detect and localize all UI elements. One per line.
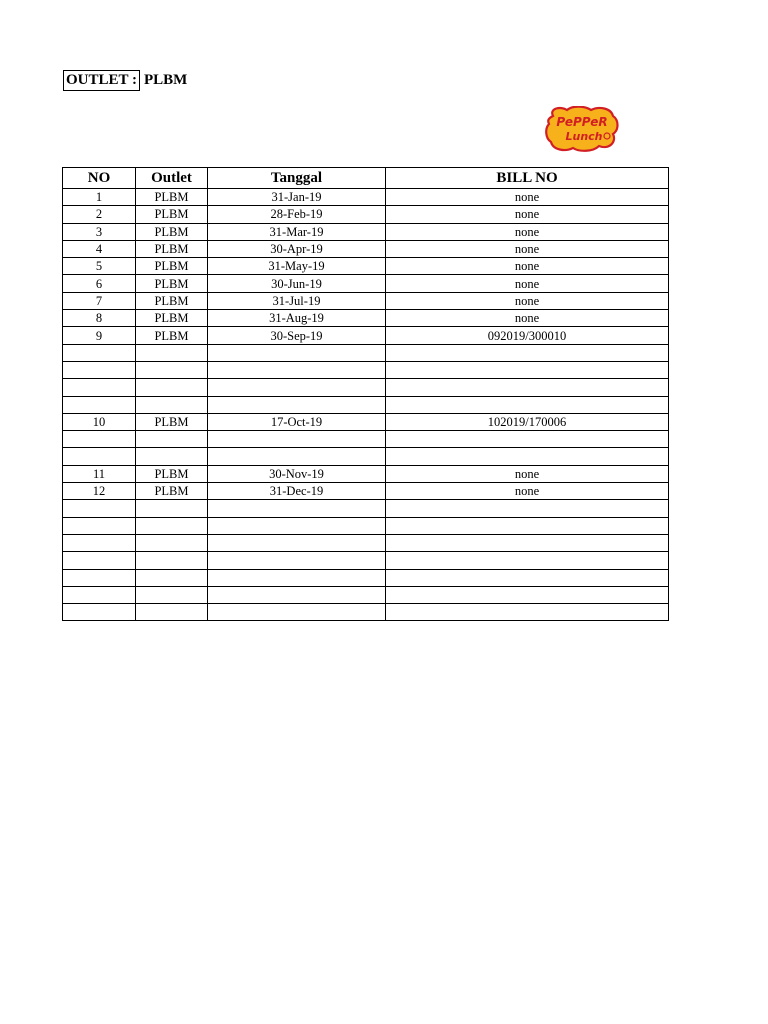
cell-no: 9 [63, 327, 136, 344]
cell-bill-no [386, 569, 669, 586]
table-row [63, 448, 669, 465]
cell-outlet [136, 552, 208, 569]
cell-no: 5 [63, 258, 136, 275]
cell-bill-no [386, 534, 669, 551]
table-row [63, 465, 669, 482]
cell-no [63, 448, 136, 465]
cell-no [63, 379, 136, 396]
cell-bill-no [386, 552, 669, 569]
cell-no [63, 431, 136, 448]
pepper-lunch-logo [545, 106, 619, 152]
cell-outlet: PLBM [136, 275, 208, 292]
cell-outlet: PLBM [136, 292, 208, 309]
cell-no: 7 [63, 292, 136, 309]
outlet-label: OUTLET : [63, 70, 140, 91]
column-header-outlet: Outlet [136, 168, 208, 189]
cell-no [63, 517, 136, 534]
bill-table [62, 167, 669, 621]
table-row [63, 361, 669, 378]
cell-bill-no: none [386, 223, 669, 240]
cell-tanggal: 31-Aug-19 [208, 310, 386, 327]
cell-outlet: PLBM [136, 258, 208, 275]
table-row [63, 310, 669, 327]
cell-outlet [136, 586, 208, 603]
cell-tanggal: 31-Jan-19 [208, 189, 386, 206]
table-row [63, 552, 669, 569]
table-row [63, 275, 669, 292]
cell-bill-no: none [386, 292, 669, 309]
cell-bill-no [386, 396, 669, 413]
cell-no: 12 [63, 483, 136, 500]
column-header-bill-no: BILL NO [386, 168, 669, 189]
column-header-tanggal: Tanggal [208, 168, 386, 189]
cell-tanggal [208, 448, 386, 465]
cell-outlet [136, 500, 208, 517]
cell-bill-no: 102019/170006 [386, 413, 669, 430]
cell-tanggal: 30-Nov-19 [208, 465, 386, 482]
table-row [63, 500, 669, 517]
cell-no: 8 [63, 310, 136, 327]
table-row [63, 206, 669, 223]
cell-outlet [136, 517, 208, 534]
cell-outlet [136, 431, 208, 448]
cell-outlet [136, 396, 208, 413]
cell-outlet [136, 569, 208, 586]
cell-outlet [136, 344, 208, 361]
cell-tanggal [208, 396, 386, 413]
cell-tanggal: 28-Feb-19 [208, 206, 386, 223]
cell-no [63, 361, 136, 378]
cell-bill-no [386, 448, 669, 465]
table-row [63, 517, 669, 534]
cell-no: 10 [63, 413, 136, 430]
cell-bill-no: none [386, 240, 669, 257]
cell-tanggal [208, 604, 386, 621]
table-row [63, 258, 669, 275]
outlet-value: PLBM [144, 72, 188, 88]
cell-outlet: PLBM [136, 310, 208, 327]
cell-outlet [136, 604, 208, 621]
cell-tanggal: 31-Dec-19 [208, 483, 386, 500]
cell-outlet: PLBM [136, 223, 208, 240]
cell-tanggal: 30-Jun-19 [208, 275, 386, 292]
cell-bill-no: none [386, 189, 669, 206]
cell-bill-no [386, 586, 669, 603]
table-row [63, 413, 669, 430]
cell-tanggal: 31-Jul-19 [208, 292, 386, 309]
cell-tanggal: 30-Apr-19 [208, 240, 386, 257]
cell-bill-no: none [386, 465, 669, 482]
cell-tanggal [208, 431, 386, 448]
table-row [63, 431, 669, 448]
cell-no [63, 534, 136, 551]
cell-tanggal [208, 569, 386, 586]
cell-bill-no [386, 344, 669, 361]
cell-outlet: PLBM [136, 327, 208, 344]
cell-no [63, 569, 136, 586]
cell-outlet [136, 361, 208, 378]
logo-text-bottom: Lunch [565, 130, 603, 143]
cell-no [63, 604, 136, 621]
cell-tanggal [208, 344, 386, 361]
cell-bill-no: 092019/300010 [386, 327, 669, 344]
cell-no [63, 552, 136, 569]
cell-no: 11 [63, 465, 136, 482]
cell-outlet: PLBM [136, 240, 208, 257]
cell-bill-no [386, 500, 669, 517]
table-row [63, 379, 669, 396]
cell-no: 1 [63, 189, 136, 206]
cell-no: 3 [63, 223, 136, 240]
cell-outlet: PLBM [136, 189, 208, 206]
table-row [63, 189, 669, 206]
table-row [63, 396, 669, 413]
cell-outlet [136, 379, 208, 396]
cell-no: 2 [63, 206, 136, 223]
cell-bill-no: none [386, 258, 669, 275]
cell-bill-no [386, 431, 669, 448]
cell-no [63, 500, 136, 517]
cell-tanggal [208, 500, 386, 517]
cell-outlet: PLBM [136, 413, 208, 430]
cell-outlet [136, 534, 208, 551]
cell-bill-no: none [386, 206, 669, 223]
table-row [63, 240, 669, 257]
table-row [63, 344, 669, 361]
cell-tanggal [208, 534, 386, 551]
table-row [63, 586, 669, 603]
table-row [63, 569, 669, 586]
cell-no: 4 [63, 240, 136, 257]
table-row [63, 223, 669, 240]
cell-bill-no: none [386, 275, 669, 292]
cell-bill-no: none [386, 310, 669, 327]
cell-outlet: PLBM [136, 483, 208, 500]
table-body [63, 189, 669, 621]
cell-tanggal [208, 586, 386, 603]
cell-tanggal: 31-Mar-19 [208, 223, 386, 240]
table-row [63, 534, 669, 551]
cell-tanggal: 31-May-19 [208, 258, 386, 275]
cell-tanggal [208, 379, 386, 396]
cell-tanggal: 17-Oct-19 [208, 413, 386, 430]
outlet-heading [63, 70, 187, 91]
table-row [63, 327, 669, 344]
cell-no [63, 396, 136, 413]
column-header-no: NO [63, 168, 136, 189]
cell-bill-no [386, 361, 669, 378]
cell-outlet [136, 448, 208, 465]
cell-no [63, 586, 136, 603]
table-row [63, 604, 669, 621]
cell-tanggal [208, 361, 386, 378]
cell-bill-no [386, 517, 669, 534]
cell-outlet: PLBM [136, 465, 208, 482]
cell-bill-no [386, 379, 669, 396]
logo-text-top: PePPeR [556, 115, 608, 129]
cell-bill-no: none [386, 483, 669, 500]
cell-no: 6 [63, 275, 136, 292]
cell-no [63, 344, 136, 361]
cell-bill-no [386, 604, 669, 621]
cell-tanggal [208, 552, 386, 569]
cell-outlet: PLBM [136, 206, 208, 223]
cell-tanggal [208, 517, 386, 534]
cell-tanggal: 30-Sep-19 [208, 327, 386, 344]
table-row [63, 483, 669, 500]
table-row [63, 292, 669, 309]
table-header-row [63, 168, 669, 189]
